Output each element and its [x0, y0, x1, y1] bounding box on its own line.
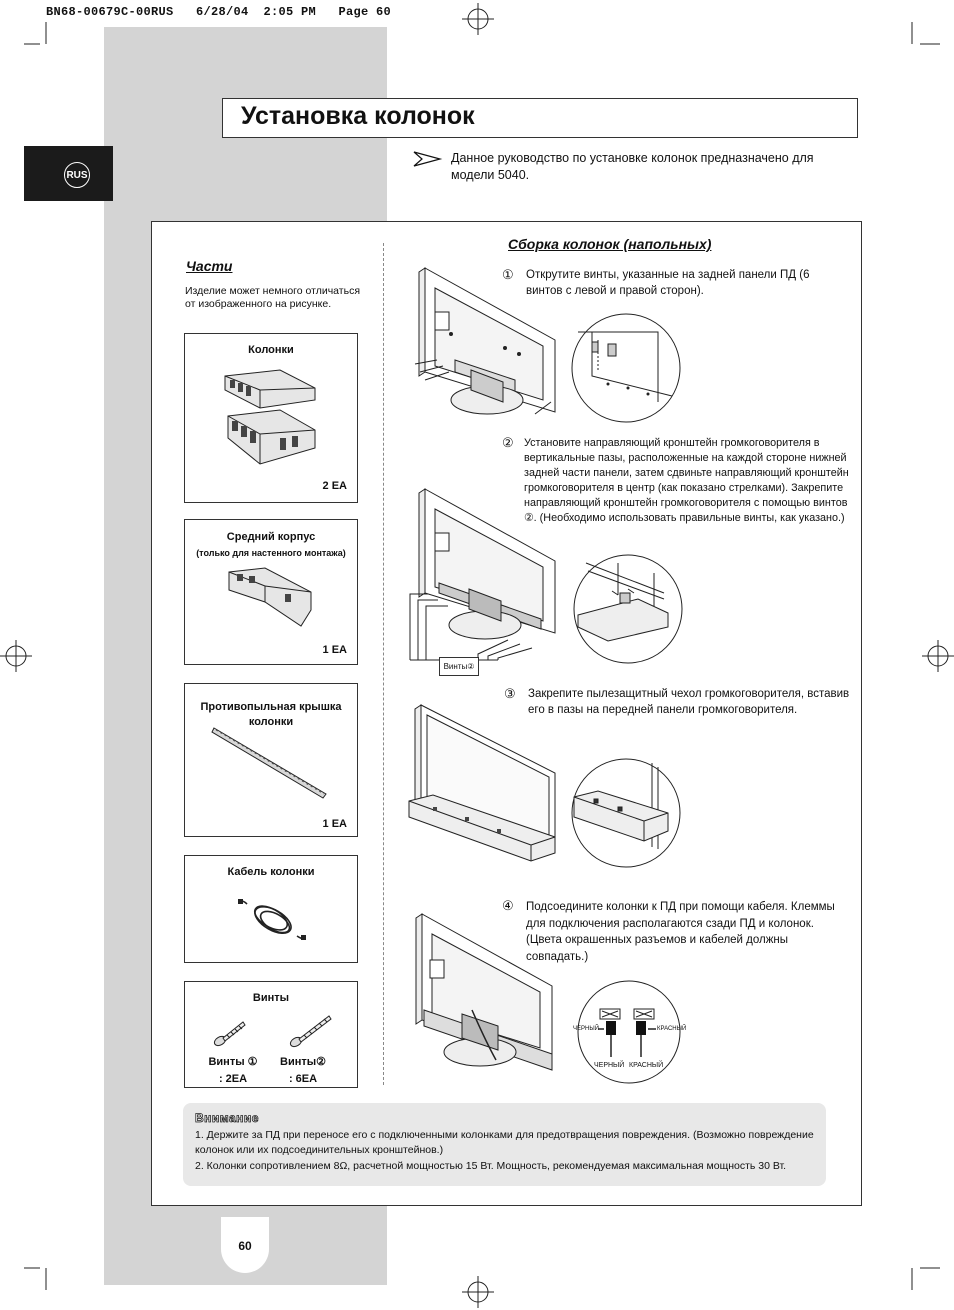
arrow-bullet-icon — [414, 152, 440, 166]
column-divider — [383, 243, 384, 1085]
step-1-text: Открутите винты, указанные на задней панели ПД (6 винтов с левой и правой сторон). — [526, 269, 810, 297]
cable-icon — [237, 894, 307, 944]
part-speakers-title: Колонки — [248, 344, 294, 356]
screw-1-label — [201, 1054, 265, 1088]
part-middle-subtitle: (только для настенного монтажа) — [196, 548, 346, 558]
part-screws — [184, 981, 358, 1088]
language-tab — [24, 146, 113, 201]
part-middle-body — [184, 519, 358, 665]
step-1-detail-circle — [568, 312, 686, 424]
step-3-number: ③ — [504, 686, 516, 701]
page-title-box — [222, 98, 858, 138]
part-dust-cover — [184, 683, 358, 837]
connector-label-red-top: КРАСНЫЙ — [657, 1026, 687, 1032]
dust-cover-illustration — [210, 724, 330, 799]
parts-note: Изделие может немного отличаться от изображенного на рисунке. — [185, 285, 361, 310]
screw-1-name: Винты ① — [208, 1056, 258, 1068]
middle-body-illustration — [225, 566, 315, 636]
part-speakers-qty: 2 EA — [322, 480, 347, 492]
caution-item-2: 2. Колонки сопротивлением 8Ω, расчетной мощностью 15 Вт. Мощность, рекомендуемая максимальная мощность 30 Вт. — [195, 1160, 787, 1172]
parts-heading: Части — [186, 258, 233, 274]
part-dust-cover-title: Противопыльная крышка колонки — [200, 701, 342, 728]
print-header: BN68-00679C-00RUS 6/28/04 2:05 PM Page 60 — [46, 5, 392, 19]
page-title: Установка колонок — [241, 102, 475, 130]
step-3-tv-front-illustration — [405, 703, 560, 868]
connector-label-black: ЧЕРНЫЙ — [594, 1062, 625, 1069]
screw-1-qty: : 2EA — [218, 1073, 248, 1085]
speakers-illustration — [220, 368, 320, 468]
step-4-number: ④ — [502, 898, 514, 913]
page-number-tab — [221, 1217, 269, 1273]
part-dust-cover-qty: 1 EA — [322, 818, 347, 830]
caution-title: Внимание — [195, 1111, 259, 1125]
part-speakers — [184, 333, 358, 503]
connector-label-red: КРАСНЫЙ — [629, 1062, 664, 1069]
step-4-text: Подсоедините колонки к ПД при помощи кабеля. Клеммы для подключения располагаются сзади ПД и колонок. (Цвета окрашенных разъемов и кабелей должны совпадать.) — [526, 901, 835, 963]
part-middle-title: Средний корпус — [226, 531, 316, 543]
step-3-detail-circle — [568, 757, 686, 869]
intro-text: Данное руководство по установке колонок предназначено для модели 5040. — [451, 151, 814, 182]
screw-2-icon — [289, 1010, 333, 1050]
assembly-heading: Сборка колонок (напольных) — [508, 236, 712, 252]
language-badge: RUS — [64, 162, 90, 188]
step-3-text: Закрепите пылезащитный чехол громкоговорителя, вставив его в пазы на передней панели громкоговорителя. — [528, 688, 850, 716]
screw-1-icon — [213, 1014, 247, 1048]
screw-2-qty: : 6EA — [288, 1073, 318, 1085]
step-2-screw-callout: Винты② — [439, 657, 479, 676]
caution-item-1: 1. Держите за ПД при переносе его с подключенными колонками для предотвращения повреждения. (Возможно повреждение колонок или их подсоединительных кронштейнов.) — [195, 1129, 814, 1156]
part-cable — [184, 855, 358, 963]
part-screws-title: Винты — [252, 992, 290, 1004]
page-number: 60 — [238, 1239, 252, 1253]
screw-2-label — [271, 1054, 335, 1088]
step-4-tv-back-illustration — [412, 910, 557, 1085]
step-2-detail-circle — [568, 553, 688, 665]
step-2-text: Установите направляющий кронштейн громкоговорителя в вертикальные пазы, расположенные на каждой стороне нижней задней части панели, затем сдвиньте направляющий кронштейн громкоговорителя в центр (как показано стрелками). Закрепите направляющий кронштейн громкоговорителя с помощью винтов ②. (Необходимо использовать правильные винты, как указано.) — [524, 437, 849, 524]
part-middle-qty: 1 EA — [322, 644, 347, 656]
connector-label-black-top: ЧЕРНЫЙ — [573, 1026, 599, 1032]
screw-2-name: Винты② — [280, 1056, 326, 1068]
step-4-connector-detail-circle — [572, 979, 686, 1085]
step-2-number: ② — [502, 435, 514, 450]
part-cable-title: Кабель колонки — [227, 866, 315, 878]
step-1-number: ① — [502, 267, 514, 282]
caution-box — [183, 1103, 826, 1186]
step-1-tv-back-illustration — [415, 262, 560, 422]
